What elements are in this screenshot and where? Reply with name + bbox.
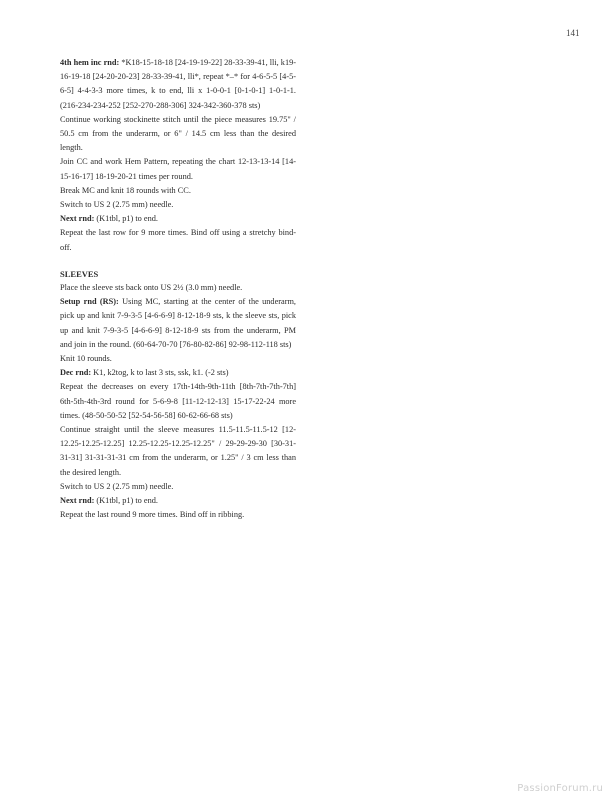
next-round-label: Next rnd: (60, 214, 95, 224)
stockinette-paragraph: Continue working stockinette stitch until the piece measures 19.75" / 50.5 cm from the underarm, or 6" / 14.5 cm less than the desired length. (60, 114, 296, 153)
sleeve-next-round-label: Next rnd: (60, 496, 95, 506)
hem-inc-round-label: 4th hem inc rnd: (60, 58, 120, 67)
sleeve-next-round-text: (K1tbl, p1) to end. (94, 496, 158, 506)
setup-round-text: Using MC, starting at the center of the underarm, pick up and knit 7-9-3-5 [4-6-6-9] 8-12-18-9 sts, k the sleeve sts, pick up and knit 7-9-3-5 [4-6-6-9] 8-12-18-9 sts from the underarm, PM and join in the round. (60-64-70-70 [76-80-82-86] 92-98-112-118 sts) (60, 297, 296, 349)
hem-section (60, 56, 296, 255)
next-round-paragraph (60, 212, 296, 226)
repeat-decreases-paragraph: Repeat the decreases on every 17th-14th-9th-11th [8th-7th-7th-7th] 6th-5th-4th-3rd round for 5-6-9-8 [11-12-12-13] 15-17-22-24 more times. (48-50-50-52 [52-54-56-58] 60-62-66-68 sts) (60, 382, 296, 420)
sleeve-bind-off-paragraph: Repeat the last round 9 more times. Bind off in ribbing. (60, 510, 245, 520)
hem-inc-round-text: *K18-15-18-18 [24-19-19-22] 28-33-39-41, lli, k19-16-19-18 [24-20-20-23] 28-33-39-41, lli*, repeat *–* for 4-6-5-5 [4-5-6-5] 4-4-3-3 more times, k to end, lli x 1-0-0-1 [0-1-0-1] 1-0-1-1. (216-234-234-252 [252-270-288-306] 324-342-360-378 sts) (60, 58, 296, 110)
sleeve-switch-needle-paragraph: Switch to US 2 (2.75 mm) needle. (60, 481, 174, 491)
continue-straight-paragraph: Continue straight until the sleeve measures 11.5-11.5-11.5-12 [12-12.25-12.25-12.25] 12.25-12.25-12.25-12.25" / 29-29-29-30 [30-31-31-31] 31-31-31-31 cm from the underarm, or 1.25" / 3 cm less than the desired length. (60, 425, 296, 477)
sleeve-next-round-paragraph (60, 494, 296, 508)
dec-round-text: K1, k2tog, k to last 3 sts, ssk, k1. (-2 sts) (91, 368, 229, 378)
hem-pattern-paragraph: Join CC and work Hem Pattern, repeating the chart 12-13-13-14 [14-15-16-17] 18-19-20-21 times per round. (60, 157, 296, 181)
next-round-text: (K1tbl, p1) to end. (94, 214, 158, 224)
watermark: PassionForum.ru (517, 783, 603, 794)
setup-round-label: Setup rnd (RS): (60, 297, 119, 307)
section-spacer (60, 255, 296, 267)
dec-round-paragraph (60, 366, 296, 380)
place-sleeve-paragraph: Place the sleeve sts back onto US 2½ (3.0 mm) needle. (60, 283, 243, 293)
setup-round-paragraph (60, 295, 296, 352)
break-mc-paragraph: Break MC and knit 18 rounds with CC. (60, 185, 191, 195)
hem-inc-round-paragraph (60, 56, 296, 113)
bind-off-paragraph: Repeat the last row for 9 more times. Bind off using a stretchy bind-off. (60, 228, 296, 252)
instructions-column (60, 56, 296, 523)
sleeves-heading: SLEEVES (60, 268, 99, 279)
dec-round-label: Dec rnd: (60, 368, 92, 378)
switch-needle-paragraph: Switch to US 2 (2.75 mm) needle. (60, 200, 174, 210)
page-number: 141 (566, 28, 580, 38)
sleeves-section (60, 267, 296, 523)
knit-rounds-paragraph: Knit 10 rounds. (60, 354, 112, 364)
